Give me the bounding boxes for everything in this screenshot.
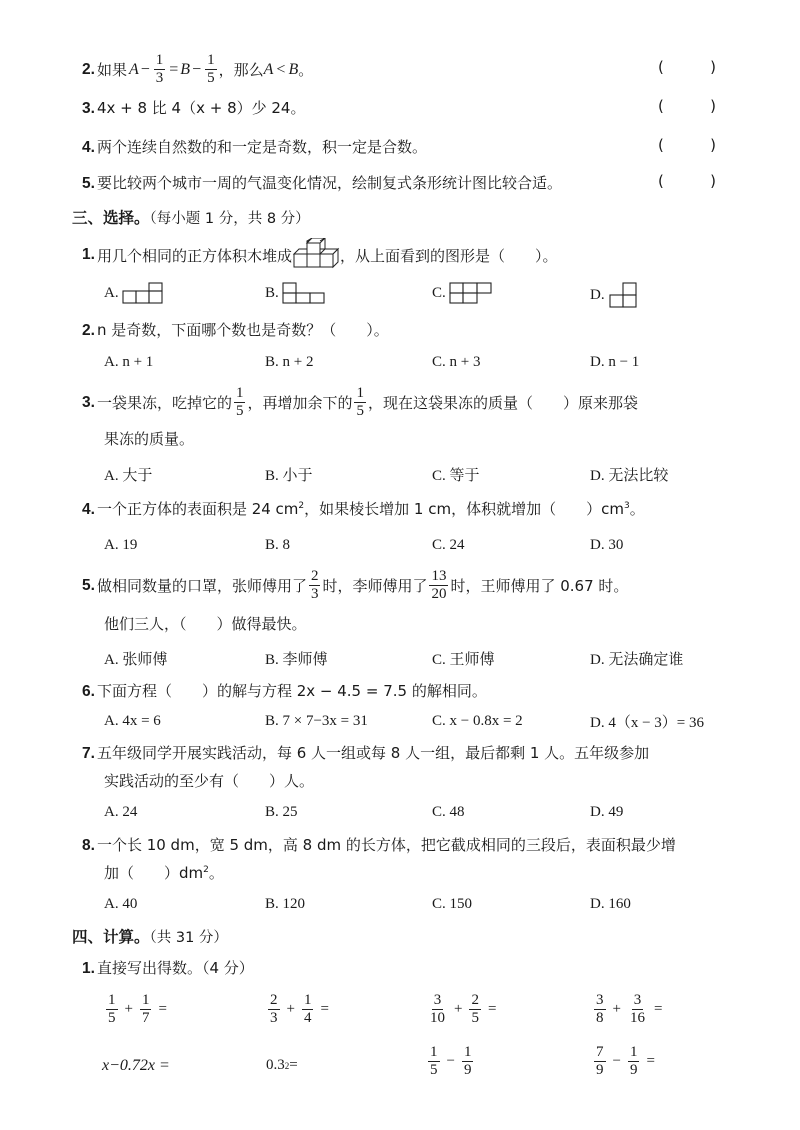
calc-item[interactable]: $\frac{3}{8}$ + $\frac{3}{16}$ = xyxy=(596,992,663,1026)
option-a[interactable]: A. 张师傅 xyxy=(104,652,168,668)
fraction: $\frac{13}{20}$ xyxy=(431,568,447,602)
option-b[interactable]: B. 120 xyxy=(265,896,306,912)
fraction: $\frac{1}{5}$ xyxy=(207,52,215,86)
option-a[interactable]: A. 40 xyxy=(104,896,138,912)
calc-item[interactable]: 0.3 2 = xyxy=(266,1057,298,1073)
option-b[interactable]: B. 25 xyxy=(265,804,298,820)
fraction: $\frac{1}{5}$ xyxy=(356,385,364,419)
var-b: B xyxy=(288,60,299,78)
text: 要比较两个城市一周的气温变化情况，绘制复式条形统计图比较合适。 xyxy=(96,174,562,192)
calc-item[interactable]: $\frac{3}{10}$ + $\frac{2}{5}$ = xyxy=(430,992,497,1026)
cube-stack-figure xyxy=(292,238,340,272)
option-c[interactable]: C. xyxy=(432,282,493,304)
section-heading: 四、计算。（共 31 分） xyxy=(72,928,228,946)
calc-subtitle: 1. 直接写出得数。（4 分） xyxy=(82,959,254,977)
option-a[interactable]: A. 19 xyxy=(104,537,138,553)
equals: = xyxy=(169,60,179,78)
judge-item-2 xyxy=(82,52,313,87)
option-a[interactable]: A. 24 xyxy=(104,804,138,820)
var-a: A xyxy=(263,60,274,78)
option-a[interactable]: A. xyxy=(104,282,164,304)
question-1: 1. 用几个相同的正方体积木堆成 ，从上面看到的图形是（ ）。 xyxy=(82,238,557,272)
question-8-line2: 加（ ）$dm^2$。 xyxy=(104,864,224,882)
question-7: 7. 五年级同学开展实践活动，每 6 人一组或每 8 人一组，最后都剩 1 人。五年级参加 xyxy=(82,744,650,762)
fraction: $\frac{1}{5}$ xyxy=(235,385,244,419)
calc-item[interactable]: $\frac{1}{5}$ − $\frac{1}{9}$ xyxy=(430,1044,472,1078)
judge-item-3: 3. 4x + 8 比 4（x + 8）少 24。 xyxy=(82,99,306,117)
text: 。 xyxy=(298,61,314,79)
option-b[interactable]: B. xyxy=(265,282,326,304)
var-b: B xyxy=(180,60,191,78)
text: ，那么 xyxy=(218,61,264,79)
var-a: A xyxy=(128,60,139,78)
judge-item-5: 5. 要比较两个城市一周的气温变化情况，绘制复式条形统计图比较合适。 xyxy=(82,174,562,192)
option-b[interactable]: B. 8 xyxy=(265,537,291,553)
question-7-line2: 实践活动的至少有（ ）人。 xyxy=(104,772,315,790)
calc-item[interactable]: x−0.72x = xyxy=(102,1057,170,1074)
option-d[interactable]: D. 无法比较 xyxy=(590,468,669,484)
option-d[interactable]: D. 4（x − 3）= 36 xyxy=(590,715,705,731)
option-d[interactable]: D. 160 xyxy=(590,896,631,912)
text: 如果 xyxy=(96,61,127,79)
top-view-c-icon xyxy=(449,282,493,304)
calc-item[interactable]: $\frac{2}{3}$ + $\frac{1}{4}$ = xyxy=(270,992,329,1026)
answer-bracket[interactable]: ( ) xyxy=(658,136,716,154)
option-b[interactable]: B. 李师傅 xyxy=(265,652,328,668)
calc-item[interactable]: $\frac{7}{9}$ − $\frac{1}{9}$ = xyxy=(596,1044,655,1078)
option-d[interactable]: D. 30 xyxy=(590,537,624,553)
option-c[interactable]: C. 24 xyxy=(432,537,465,553)
option-c[interactable]: C. n + 3 xyxy=(432,354,481,370)
calc-item[interactable]: $\frac{1}{5}$ + $\frac{1}{7}$ = xyxy=(108,992,167,1026)
text: 两个连续自然数的和一定是奇数，积一定是合数。 xyxy=(96,138,427,156)
option-d[interactable]: D. xyxy=(590,282,638,308)
answer-bracket[interactable]: ( ) xyxy=(658,58,716,76)
less-than: < xyxy=(276,60,286,78)
minus: − xyxy=(140,60,150,78)
answer-bracket[interactable]: ( ) xyxy=(658,97,716,115)
option-c[interactable]: C. 王师傅 xyxy=(432,652,495,668)
option-a[interactable]: A. 4x = 6 xyxy=(104,713,161,729)
option-b[interactable]: B. 7 × 7−3x = 31 xyxy=(265,713,368,729)
question-5: 5. 做相同数量的口罩，张师傅用了 $\frac{2}{3}$ 时，李师傅用了 $\frac{13}{20}$ 时，王师傅用了 0.67 时。 xyxy=(82,568,629,602)
judge-item-4: 4. 两个连续自然数的和一定是奇数，积一定是合数。 xyxy=(82,138,427,156)
question-3-line2: 果冻的质量。 xyxy=(104,430,195,448)
question-3: 3. 一袋果冻，吃掉它的 $\frac{1}{5}$ ，再增加余下的 $\frac{1}{5}$ ，现在这袋果冻的质量（ ）原来那袋 xyxy=(82,385,638,419)
option-c[interactable]: C. 48 xyxy=(432,804,465,820)
top-view-d-icon xyxy=(608,282,638,308)
question-5-line2: 他们三人，（ ）做得最快。 xyxy=(104,615,307,633)
fraction: $\frac{1}{3}$ xyxy=(155,52,164,86)
option-a[interactable]: A. n + 1 xyxy=(104,354,154,370)
top-view-a-icon xyxy=(122,282,164,304)
option-d[interactable]: D. 无法确定谁 xyxy=(590,652,684,668)
question-8: 8. 一个长 10 dm，宽 5 dm，高 8 dm 的长方体，把它截成相同的三段后，表面积最少增 xyxy=(82,836,676,854)
top-view-b-icon xyxy=(282,282,326,304)
question-2: 2. n 是奇数，下面哪个数也是奇数？（ ）。 xyxy=(82,321,389,339)
section-heading: 三、选择。（每小题 1 分，共 8 分） xyxy=(72,209,310,227)
option-c[interactable]: C. x − 0.8x = 2 xyxy=(432,713,523,729)
option-d[interactable]: D. n − 1 xyxy=(590,354,640,370)
option-b[interactable]: B. 小于 xyxy=(265,468,313,484)
text: 4x + 8 比 4（x + 8）少 24。 xyxy=(96,99,306,117)
option-d[interactable]: D. 49 xyxy=(590,804,624,820)
question-6: 6. 下面方程（ ）的解与方程 2x − 4.5 = 7.5 的解相同。 xyxy=(82,682,487,700)
option-c[interactable]: C. 150 xyxy=(432,896,473,912)
item-number: 2. xyxy=(82,60,95,78)
option-c[interactable]: C. 等于 xyxy=(432,468,480,484)
question-4: 4. 一个正方体的表面积是 24 $cm^2$，如果棱长增加 1 cm，体积就增加（ ）$cm^3$。 xyxy=(82,500,645,518)
option-a[interactable]: A. 大于 xyxy=(104,468,153,484)
fraction: $\frac{2}{3}$ xyxy=(310,568,319,602)
minus: − xyxy=(192,60,202,78)
option-b[interactable]: B. n + 2 xyxy=(265,354,314,370)
answer-bracket[interactable]: ( ) xyxy=(658,172,716,190)
